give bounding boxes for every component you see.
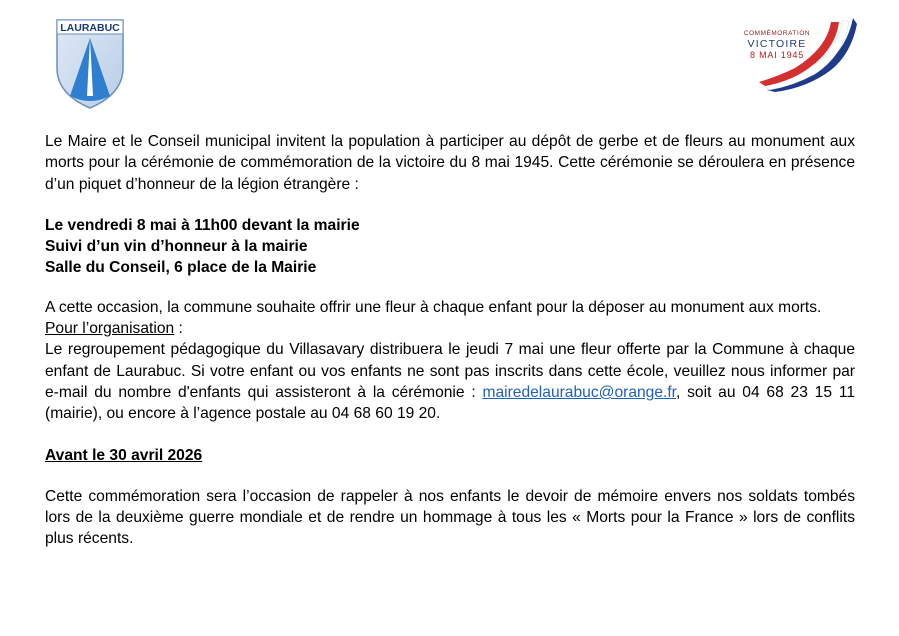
organisation-heading-line [45, 318, 855, 339]
event-line-location: Salle du Conseil, 6 place de la Mairie [45, 259, 317, 277]
organisation-heading-colon: : [174, 320, 183, 338]
organisation-heading: Pour l’organisation [45, 320, 175, 338]
logo-text-laurabuc: LAURABUC [60, 22, 120, 35]
event-line-date: Le vendredi 8 mai à 11h00 devant la mairie [45, 216, 360, 234]
event-line-reception: Suivi d’un vin d’honneur à la mairie [45, 238, 308, 256]
email-link[interactable]: mairedelaurabuc@orange.fr [482, 383, 677, 401]
organisation-contact-phones: , soit au 04 68 23 15 11 (mairie), ou encore à l’agence postale au 04 68 60 19 20. [45, 383, 855, 423]
victoire-logo [735, 18, 857, 92]
logo-text-victoire: VICTOIRE [747, 38, 807, 50]
organisation-paragraph [45, 339, 855, 424]
laurabuc-logo [55, 18, 125, 110]
logo-text-date: 8 MAI 1945 [749, 50, 805, 60]
intro-paragraph: Le Maire et le Conseil municipal invitent la population à participer au dépôt de gerbe et de fleurs au monument aux morts pour la cérémonie de commémoration de la victoire du 8 mai 1945. Cette cérémonie se déroulera en présence d’un piquet d’honneur de la légion étrangère : [45, 133, 855, 193]
organisation-text: Le regroupement pédagogique du Villasavary distribuera le jeudi 7 mai une fleur offerte par la Commune à chaque enfant de Laurabuc. Si votre enfant ou vos enfants ne sont pas inscrits dans cette école, veuillez nous informer par e-mail du nombre d'enfants qui assisteront à la cérémonie : [45, 341, 855, 401]
closing-paragraph: Cette commémoration sera l’occasion de rappeler à nos enfants le devoir de mémoire envers nos soldats tombés lors de la deuxième guerre mondiale et de rendre un hommage à tous les « Morts pour la France » lors de conflits plus récents. [45, 487, 855, 548]
logo-text-commemoration: COMMÉMORATION [743, 30, 811, 37]
deadline-date: Avant le 30 avril 2026 [45, 446, 203, 464]
letter-body [45, 131, 855, 550]
flower-paragraph: A cette occasion, la commune souhaite offrir une fleur à chaque enfant pour la déposer au monument aux morts. [45, 298, 822, 316]
